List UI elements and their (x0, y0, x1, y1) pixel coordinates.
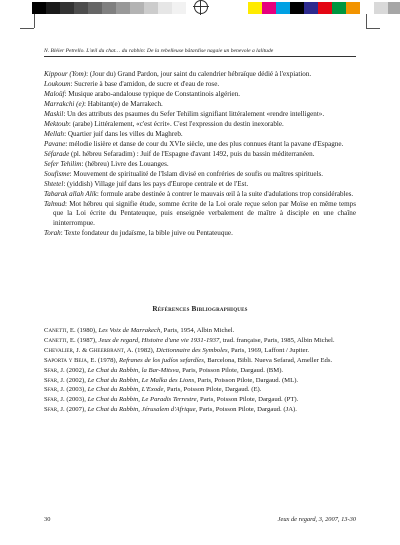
reference-title: Les Voix de Marrakech (98, 327, 161, 334)
reference-item (44, 376, 356, 385)
reference-author: Sfar, J. (44, 406, 65, 414)
reference-title: Le Chat du Rabbin, L'Exode (87, 386, 164, 394)
glossary-term: Kippour (Yom) (44, 70, 87, 78)
references-title: Références Bibliographiques (152, 305, 248, 313)
reference-title: Le Chat du Rabbin, Le Malka des Lions (87, 376, 195, 384)
calibration-swatch (248, 2, 262, 14)
calibration-swatch (172, 2, 186, 14)
calibration-swatch (290, 2, 304, 14)
glossary-definition: : Sucrerie à base d'amidon, de sucre et d'eau de rose. (70, 79, 220, 88)
reference-year: (2002), (64, 376, 88, 384)
calibration-swatch (32, 2, 46, 14)
glossary-entry (44, 229, 356, 239)
reference-year: (2007), (64, 406, 88, 414)
calibration-swatch (102, 2, 116, 14)
calibration-swatch (374, 2, 388, 14)
reference-item (44, 405, 356, 414)
reference-year: (1987), (75, 336, 99, 344)
glossary-term: Pavane (44, 139, 66, 148)
glossary-term: Shtetel (44, 179, 64, 188)
page-footer (44, 516, 356, 523)
glossary-term: Séfarade (44, 149, 70, 158)
glossary-term: Mektoub (44, 119, 69, 128)
reference-year: (1980), (75, 327, 99, 334)
reference-publisher: , Paris, 1969, Laffont / Jupiter. (227, 346, 310, 354)
glossary-entry (44, 100, 356, 110)
reference-author: Chevalier, J. & Gheerbrant, A. (44, 346, 134, 354)
glossary-definition: : Habitant(e) de Marrakech. (84, 99, 163, 108)
calibration-swatch (262, 2, 276, 14)
gray-calibration-bar (32, 2, 186, 14)
glossary-definition: : Mot hébreu qui signifie étude, somme écrite de la Loi orale reçue selon par Moïse en même temps que la Loi écrite du Pentateuque, puis enseignée verbalement de maître à disciple en une chaîne ininterrompue. (53, 199, 356, 227)
reference-item (44, 385, 356, 394)
reference-year: (1978), (96, 356, 120, 364)
crop-mark (366, 14, 367, 28)
glossary-definition: : Musique arabo-andalouse typique de Constantinois algérien. (64, 89, 241, 98)
reference-year: (2003), (64, 386, 88, 394)
glossary-term: Talmud (44, 199, 66, 208)
reference-publisher: , Barcelona, Bibli. Nueva Sefarad, Ameller Eds. (203, 356, 333, 364)
color-calibration-bar (248, 2, 400, 14)
reference-author: Sfar, J. (44, 396, 65, 404)
registration-mark-icon (194, 0, 208, 14)
glossary-entry (44, 70, 356, 80)
glossary-term: Sefer Tehilim (44, 159, 82, 168)
glossary-definition: : Un des attributs des psaumes du Sefer Tehilim signifiant littéralement «rendre intelligent». (63, 109, 325, 118)
reference-author: Sfar, J. (44, 366, 65, 374)
reference-title: Jeux de regard, Histoire d'une vie 1931-1937 (98, 336, 220, 344)
glossary (44, 70, 356, 239)
reference-title: Le Chat du Rabbin, la Bar-Mitsva (87, 366, 179, 374)
reference-publisher: , Paris, Poisson Pilote, Dargaud. (JA). (195, 406, 297, 414)
glossary-definition: : mélodie lisière et danse de cour du XVIe siècle, une des plus connues étant la pavane d'Espagne. (65, 139, 344, 148)
glossary-entry (44, 120, 356, 130)
reference-author: Sfar, J. (44, 376, 65, 384)
reference-year: (2003), (64, 396, 88, 404)
reference-year: (2002), (64, 366, 88, 374)
glossary-definition: : formule arabe destinée à contrer le mauvais œil à la suite d'adulations trop considérables. (96, 189, 354, 198)
crop-mark (366, 28, 380, 29)
calibration-swatch (346, 2, 360, 14)
reference-publisher: , Paris, Poisson Pilote, Dargaud. (E). (163, 386, 262, 394)
calibration-swatch (276, 2, 290, 14)
glossary-term: Loukoum (44, 79, 71, 88)
calibration-swatch (332, 2, 346, 14)
reference-item (44, 356, 356, 365)
reference-title: Dictionnaire des Symboles (156, 346, 228, 354)
reference-author: Saporta y Beja, E. (44, 356, 97, 364)
reference-title: Le Chat du Rabbin, Le Paradis Terrestre (87, 396, 197, 404)
reference-publisher: , Paris, Poisson Pilote, Dargaud. (ML). (194, 376, 299, 384)
calibration-swatch (360, 2, 374, 14)
reference-item (44, 336, 356, 345)
page-number: 30 (44, 516, 51, 523)
glossary-entry (44, 90, 356, 100)
crop-mark (34, 14, 35, 28)
glossary-definition: : (arabe) Littéralement, «c'est écrit». C'est l'expression du destin inexorable. (68, 119, 284, 128)
glossary-term: Tabarak allah Alik (44, 189, 97, 198)
reference-title: Refranes de los judíos sefardíes (119, 356, 204, 364)
glossary-term: Maskil (44, 109, 64, 118)
journal-citation: Jeux de regard, 3, 2007, 13-30 (277, 516, 356, 523)
glossary-term: Mellah (44, 129, 65, 138)
calibration-swatch (318, 2, 332, 14)
glossary-definition: : (Jour du) Grand Pardon, jour saint du calendrier hébraïque dédié à l'expiation. (86, 70, 312, 78)
calibration-swatch (158, 2, 172, 14)
glossary-entry (44, 150, 356, 160)
reference-publisher: , Paris, Poisson Pilote, Dargaud. (BM). (178, 366, 284, 374)
glossary-definition: : (hébreu) Livre des Louanges. (81, 159, 169, 168)
calibration-swatch (74, 2, 88, 14)
reference-author: Sfar, J. (44, 386, 65, 394)
glossary-definition: : (yiddish) Village juif dans les pays d'Europe centrale et de l'Est. (63, 179, 249, 188)
references-list (44, 326, 356, 415)
calibration-swatch (60, 2, 74, 14)
reference-title: Le Chat du Rabbin, Jérusalem d'Afrique (87, 406, 196, 414)
glossary-entry (44, 170, 356, 180)
glossary-entry (44, 130, 356, 140)
glossary-term: Soufisme (44, 169, 70, 178)
reference-item (44, 395, 356, 404)
glossary-definition: : Texte fondateur du judaïsme, la bible juive ou Pentateuque. (60, 228, 233, 237)
glossary-term: Maloüf (44, 89, 65, 98)
glossary-term: Marrakchi (e) (44, 99, 84, 108)
reference-year: (1982), (133, 346, 157, 354)
crop-mark (20, 28, 34, 29)
glossary-entry (44, 80, 356, 90)
glossary-entry (44, 140, 356, 150)
glossary-entry (44, 110, 356, 120)
glossary-definition: : Quartier juif dans les villes du Maghreb. (64, 129, 183, 138)
glossary-entry (44, 190, 356, 200)
calibration-swatch (116, 2, 130, 14)
calibration-swatch (46, 2, 60, 14)
calibration-swatch (388, 2, 400, 14)
reference-item (44, 366, 356, 375)
reference-publisher: , trad. française, Paris, 1985, Albin Michel. (219, 336, 335, 344)
reference-publisher: , Paris, Poisson Pilote, Dargaud. (PT). (196, 396, 299, 404)
glossary-entry (44, 160, 356, 170)
glossary-definition: (pl. hébreu Sefaradim) : Juif de l'Espagne d'avant 1492, puis du bassin méditerranéen. (69, 149, 315, 158)
calibration-swatch (88, 2, 102, 14)
calibration-swatch (144, 2, 158, 14)
reference-author: Canetti, E. (44, 327, 76, 334)
calibration-swatch (304, 2, 318, 14)
reference-publisher: , Paris, 1954, Albin Michel. (160, 327, 235, 334)
glossary-entry (44, 180, 356, 190)
glossary-entry (44, 200, 356, 229)
reference-item (44, 326, 356, 335)
running-head: N. Bléier Petrello. L'œil du chat… du rabbin: De la rebelleuse bâtardise nagaie un benevole a lalitude (44, 48, 356, 57)
glossary-definition: : Mouvement de spiritualité de l'Islam divisé en confréries de soufis ou maîtres spirituels. (69, 169, 324, 178)
reference-item (44, 346, 356, 355)
calibration-swatch (130, 2, 144, 14)
reference-author: Canetti, E. (44, 336, 76, 344)
glossary-term: Torah (44, 228, 61, 237)
